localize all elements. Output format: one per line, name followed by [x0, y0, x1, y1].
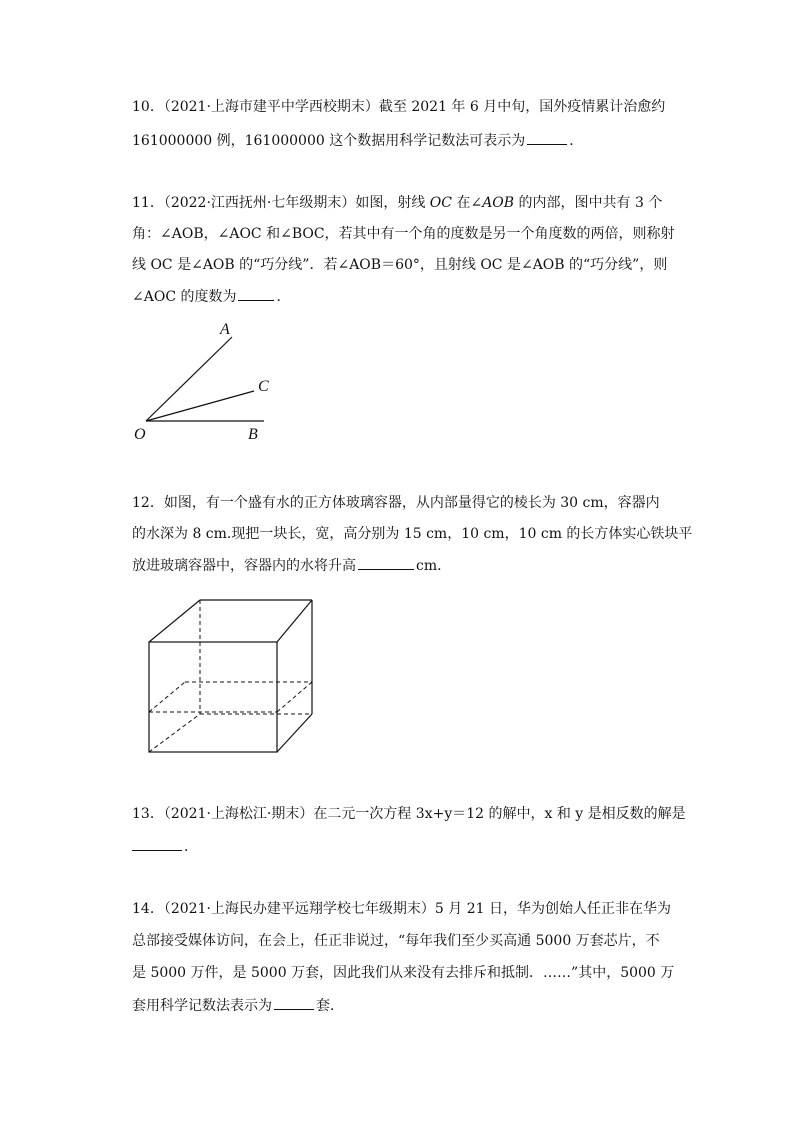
label-a: A	[220, 321, 230, 338]
cube-figure	[140, 592, 330, 762]
q11-answer-blank	[238, 286, 274, 301]
q12-answer-blank	[358, 555, 414, 570]
q13-line-2	[132, 836, 198, 857]
cube-top-right-edge	[277, 600, 312, 642]
q11-line-1-c: 的内部，图中共有 3 个	[514, 195, 663, 211]
label-b: B	[248, 426, 258, 443]
q14-line-4	[132, 995, 344, 1016]
q11-line-4-text: ∠AOC 的度数为	[132, 289, 237, 305]
q14-line-2: 总部接受媒体访问，在会上，任正非说过，“每年我们至少买高通 5000 万套芯片，不	[132, 933, 660, 949]
q14-line-1: 14．（2021·上海民办建平远翔学校七年级期末）5 月 21 日，华为创始人任正非在华为	[132, 901, 671, 917]
water-level-right	[277, 682, 312, 712]
cube-top-left-edge	[149, 600, 200, 642]
q11-angle-aob: AOB	[482, 195, 515, 211]
label-c: C	[258, 378, 269, 395]
label-o: O	[134, 426, 146, 443]
q12-line-1: 12．如图，有一个盛有水的正方体玻璃容器，从内部量得它的棱长为 30 cm，容器内	[132, 495, 660, 511]
q11-line-3: 线 OC 是∠AOB 的“巧分线”．若∠AOB＝60°，且射线 OC 是∠AOB 的“巧分线”，则	[132, 257, 668, 273]
water-level-left	[149, 682, 185, 712]
q10-line-2-end: ．	[569, 133, 584, 149]
q10-line-2	[132, 130, 583, 151]
q11-line-2: 角：∠AOB，∠AOC 和∠BOC，若其中有一个角的度数是另一个角度数的两倍，则称射	[132, 226, 675, 242]
q14-line-4-end: 套．	[316, 998, 344, 1014]
q11-line-1	[132, 193, 662, 213]
q10-answer-blank	[527, 130, 567, 145]
q12-line-3-text: 放进玻璃容器中，容器内的水将升高	[132, 558, 356, 574]
q14-line-3: 是 5000 万件，是 5000 万套，因此我们从来没有去排斥和抵制．……”其中，5000 万	[132, 965, 675, 981]
q10-line-2-text: 161000000 例，161000000 这个数据用科学记数法可表示为	[132, 133, 526, 149]
q10-line-1: 10．（2021·上海市建平中学西校期末）截至 2021 年 6 月中旬，国外疫情累计治愈约	[132, 99, 666, 115]
q12-line-2: 的水深为 8 cm.现把一块长，宽，高分别为 15 cm，10 cm，10 cm 的长方体实心铁块平	[132, 526, 693, 542]
q12-line-3-end: cm.	[416, 558, 442, 574]
ray-oa	[146, 337, 232, 421]
q11-line-1-a: 11．（2022·江西抚州·七年级期末）如图，射线	[132, 195, 430, 211]
q13-line-2-end: ．	[184, 839, 198, 855]
q14-line-4-text: 套用科学记数法表示为	[132, 998, 272, 1014]
q14-answer-blank	[274, 995, 314, 1010]
cube-bottom-right-edge	[277, 714, 312, 752]
cube-front-face	[149, 642, 277, 752]
q11-line-1-b: 在∠	[452, 195, 483, 211]
q11-line-4	[132, 286, 290, 307]
q11-ray-oc: OC	[429, 195, 452, 211]
q11-line-4-end: ．	[276, 289, 291, 305]
angle-figure	[128, 315, 288, 445]
q12-line-3	[132, 555, 442, 576]
q13-line-1: 13．（2021·上海松江·期末）在二元一次方程 3x+y＝12 的解中，x 和 y 是相反数的解是	[132, 806, 686, 822]
cube-hidden-diagonal-edge	[149, 714, 200, 752]
q13-answer-blank	[132, 836, 182, 851]
